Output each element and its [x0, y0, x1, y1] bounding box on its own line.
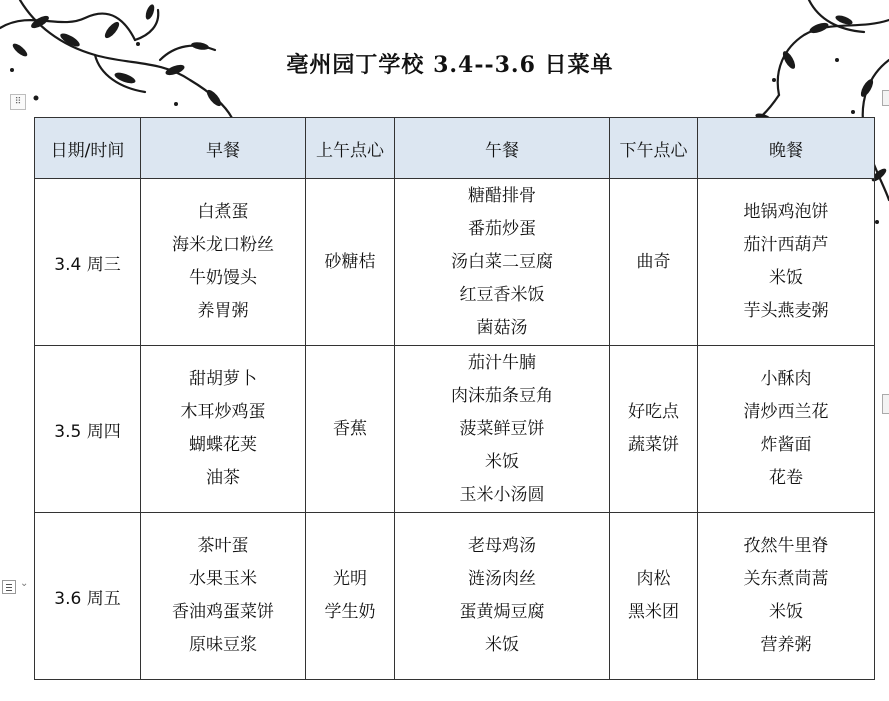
menu-item: 海米龙口粉丝 — [172, 235, 274, 255]
am-snack-cell — [306, 179, 395, 346]
menu-item: 肉松 — [636, 569, 671, 589]
menu-item: 老母鸡汤 — [468, 536, 536, 556]
menu-item: 芋头燕麦粥 — [743, 301, 829, 321]
floral-vine-decoration-left — [0, 0, 240, 118]
menu-item: 牛奶馒头 — [189, 268, 257, 288]
menu-item: 米饭 — [769, 268, 803, 288]
menu-item: 香油鸡蛋菜饼 — [172, 602, 274, 622]
breakfast-cell — [141, 513, 306, 680]
menu-item: 原味豆浆 — [189, 635, 257, 655]
menu-item: 营养粥 — [760, 635, 812, 655]
menu-item: 蝴蝶花荚 — [189, 435, 257, 455]
lunch-cell — [395, 346, 610, 513]
menu-item: 白煮蛋 — [197, 202, 249, 222]
menu-item: 菠菜鲜豆饼 — [459, 418, 545, 439]
breakfast-cell — [141, 179, 306, 346]
row-icon — [2, 580, 16, 594]
menu-item: 养胃粥 — [197, 301, 249, 321]
menu-item: 甜胡萝卜 — [189, 369, 257, 389]
dinner-cell — [698, 346, 875, 513]
menu-item: 米饭 — [485, 451, 519, 472]
breakfast-cell — [141, 346, 306, 513]
am-snack-cell — [306, 346, 395, 513]
am-snack-cell — [306, 513, 395, 680]
menu-item: 小酥肉 — [760, 369, 812, 389]
menu-item: 学生奶 — [324, 602, 376, 622]
menu-item: 米饭 — [769, 602, 803, 622]
column-header-am-snack: 上午点心 — [306, 118, 395, 179]
menu-item: 红豆香米饭 — [459, 284, 545, 305]
menu-item: 玉米小汤圆 — [459, 484, 545, 505]
table-edge-handle-top[interactable] — [882, 90, 889, 106]
menu-item: 好吃点 — [628, 402, 679, 422]
menu-item: 汤白菜二豆腐 — [451, 251, 553, 272]
menu-item: 茄汁牛腩 — [468, 352, 536, 373]
menu-item: 孜然牛里脊 — [743, 536, 829, 556]
chevron-down-icon: ⌄ — [20, 578, 29, 589]
menu-item: 油茶 — [206, 468, 240, 488]
menu-item: 糖醋排骨 — [468, 185, 536, 206]
dinner-cell — [698, 179, 875, 346]
pm-snack-cell — [610, 513, 698, 680]
pm-snack-cell — [610, 346, 698, 513]
column-header-lunch: 午餐 — [395, 118, 610, 179]
menu-table — [34, 117, 875, 680]
menu-item: 地锅鸡泡饼 — [743, 202, 829, 222]
page-title: 亳州园丁学校 3.4--3.6 日菜单 — [286, 52, 614, 78]
row-insert-handle[interactable] — [2, 578, 34, 596]
menu-item: 水果玉米 — [189, 569, 257, 589]
table-header-row — [35, 118, 875, 179]
menu-item: 菌菇汤 — [476, 317, 528, 338]
table-edge-handle[interactable] — [882, 394, 889, 414]
menu-item: 木耳炒鸡蛋 — [180, 402, 266, 422]
table-row — [35, 346, 875, 513]
menu-item: 清炒西兰花 — [743, 402, 829, 422]
lunch-cell — [395, 179, 610, 346]
menu-item: 米饭 — [485, 635, 519, 655]
menu-item: 炸酱面 — [760, 435, 812, 455]
menu-item: 蔬菜饼 — [628, 435, 679, 455]
menu-item: 茄汁西葫芦 — [743, 235, 829, 255]
menu-item: 光明 — [333, 569, 367, 589]
menu-item: 茶叶蛋 — [197, 536, 249, 556]
column-header-pm-snack: 下午点心 — [610, 118, 698, 179]
table-row — [35, 513, 875, 680]
dinner-cell — [698, 513, 875, 680]
table-row — [35, 179, 875, 346]
menu-item: 关东煮茼蒿 — [743, 569, 829, 589]
menu-item: 曲奇 — [636, 251, 671, 272]
column-header-breakfast: 早餐 — [141, 118, 306, 179]
menu-item: 花卷 — [769, 468, 803, 488]
menu-item: 蛋黄焗豆腐 — [459, 602, 545, 622]
pm-snack-cell — [610, 179, 698, 346]
date-cell: 3.6 周五 — [35, 513, 141, 680]
column-header-dinner: 晚餐 — [698, 118, 875, 179]
date-cell: 3.4 周三 — [35, 179, 141, 346]
menu-item: 黑米团 — [628, 602, 679, 622]
date-cell: 3.5 周四 — [35, 346, 141, 513]
menu-item: 涟汤肉丝 — [468, 569, 536, 589]
menu-item: 番茄炒蛋 — [468, 218, 536, 239]
menu-item: 砂糖桔 — [324, 251, 376, 272]
menu-item: 香蕉 — [333, 418, 367, 439]
column-header-date: 日期/时间 — [35, 118, 141, 179]
menu-item: 肉沫茄条豆角 — [451, 385, 553, 406]
lunch-cell — [395, 513, 610, 680]
table-move-handle[interactable]: ⠿ — [10, 94, 26, 110]
